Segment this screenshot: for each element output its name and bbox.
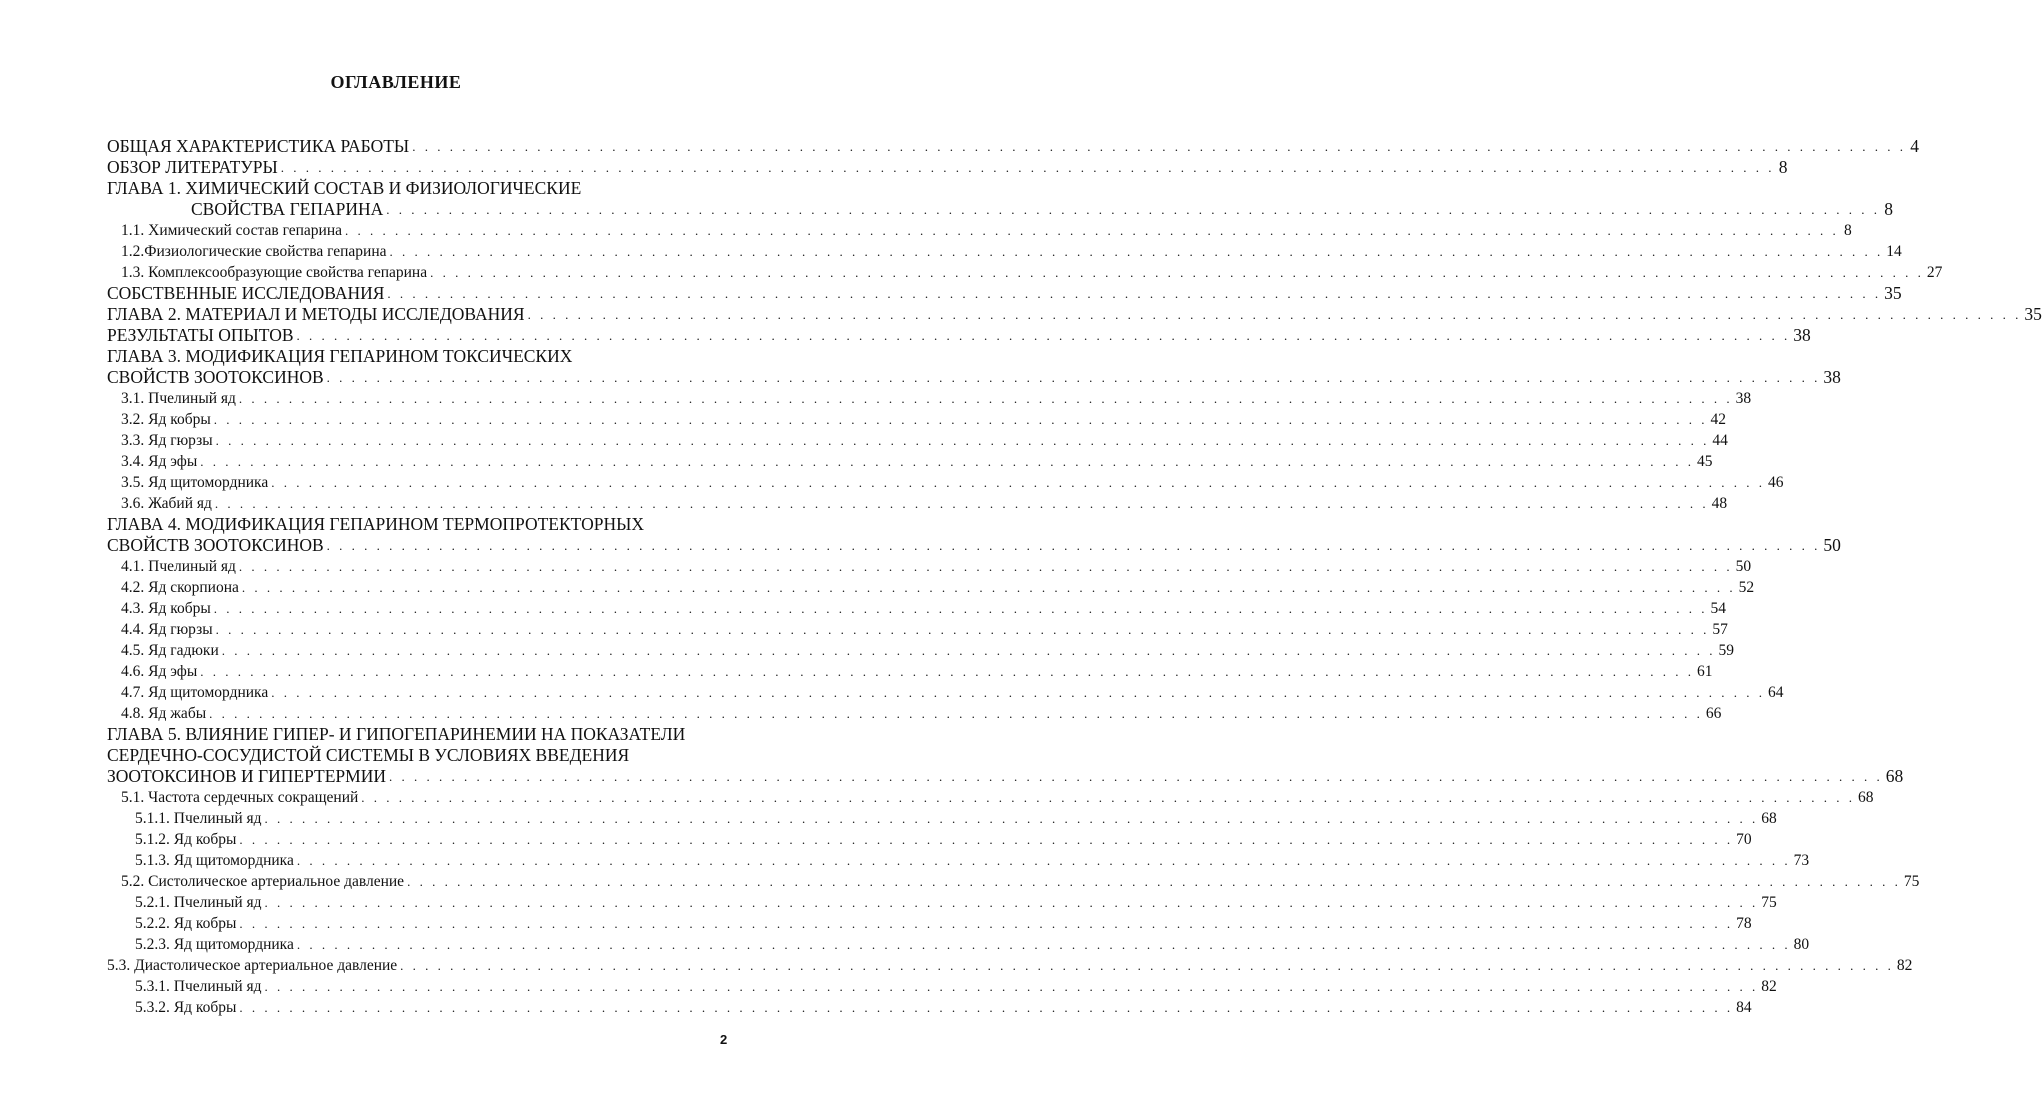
dot-leader: . . . . . . . . . . . . . . . . . . . . . . . . . . . . . . . . . . . . . . . . . . . . . . . . . . . . . . . . . . . . . . . . . . . . . . . . . . . . . . . . . . . . . . . . . . . . . . . . . . . . . . . . . . . . . . . . . . . . . . . . bbox=[345, 223, 1839, 238]
toc-entry-title: 4.3. Яд кобры bbox=[121, 600, 211, 617]
page-title: ОГЛАВЛЕНИЕ bbox=[330, 72, 462, 92]
toc-entry-title: 4.7. Яд щитомордника bbox=[121, 684, 269, 701]
page-number: 2 bbox=[720, 1032, 728, 1047]
toc-entry-title: 3.2. Яд кобры bbox=[121, 411, 211, 428]
toc-entry bbox=[107, 913, 1752, 934]
toc-entry bbox=[107, 871, 1920, 892]
toc-entry bbox=[107, 262, 1943, 283]
dot-leader: . . . . . . . . . . . . . . . . . . . . . . . . . . . . . . . . . . . . . . . . . . . . . . . . . . . . . . . . . . . . . . . . . . . . . . . . . . . . . . . . . . . . . . . . . . . . . . . . . . . . . . . . . . . . . . . . . . . . . . . . bbox=[215, 622, 1710, 637]
toc-entry bbox=[107, 493, 1728, 514]
toc-entry bbox=[107, 325, 1811, 346]
toc-entry bbox=[107, 514, 731, 535]
toc-entry-title: ЗООТОКСИНОВ И ГИПЕРТЕРМИИ bbox=[107, 766, 387, 786]
toc-entry-title: ГЛАВА 5. ВЛИЯНИЕ ГИПЕР- И ГИПОГЕПАРИНЕМИИ НА ПОКАЗАТЕЛИ bbox=[107, 724, 686, 744]
dot-leader: . . . . . . . . . . . . . . . . . . . . . . . . . . . . . . . . . . . . . . . . . . . . . . . . . . . . . . . . . . . . . . . . . . . . . . . . . . . . . . . . . . . . . . . . . . . . . . . . . . . . . . . . . . . . . . . . . . . . . . . . bbox=[386, 202, 1881, 217]
toc-entry bbox=[107, 787, 1874, 808]
toc-entry-title: 3.5. Яд щитомордника bbox=[121, 474, 269, 491]
dot-leader: . . . . . . . . . . . . . . . . . . . . . . . . . . . . . . . . . . . . . . . . . . . . . . . . . . . . . . . . . . . . . . . . . . . . . . . . . . . . . . . . . . . . . . . . . . . . . . . . . . . . . . . . . . . . . . . . . . . . . . . . bbox=[361, 790, 1856, 805]
toc-entry-page: 54 bbox=[1710, 600, 1727, 617]
toc-entry-title: СВОЙСТВ ЗООТОКСИНОВ bbox=[107, 535, 324, 555]
toc-entry-title: 5.1.1. Пчелиный яд bbox=[135, 810, 262, 827]
dot-leader: . . . . . . . . . . . . . . . . . . . . . . . . . . . . . . . . . . . . . . . . . . . . . . . . . . . . . . . . . . . . . . . . . . . . . . . . . . . . . . . . . . . . . . . . . . . . . . . . . . . . . . . . . . . . . . . . . . . . . . . . bbox=[400, 958, 1894, 973]
toc-entry-title: 3.4. Яд эфы bbox=[121, 453, 198, 470]
toc-entry-title: 3.1. Пчелиный яд bbox=[121, 390, 236, 407]
dot-leader: . . . . . . . . . . . . . . . . . . . . . . . . . . . . . . . . . . . . . . . . . . . . . . . . . . . . . . . . . . . . . . . . . . . . . . . . . . . . . . . . . . . . . . . . . . . . . . . . . . . . . . . . . . . . . . . . . . . . . . . . bbox=[430, 265, 1924, 280]
dot-leader: . . . . . . . . . . . . . . . . . . . . . . . . . . . . . . . . . . . . . . . . . . . . . . . . . . . . . . . . . . . . . . . . . . . . . . . . . . . . . . . . . . . . . . . . . . . . . . . . . . . . . . . . . . . . . . . . . . . . . . . . bbox=[241, 580, 1736, 595]
toc-entry bbox=[107, 283, 1902, 304]
toc-entry bbox=[107, 682, 1784, 703]
toc-entry-title: ГЛАВА 3. МОДИФИКАЦИЯ ГЕПАРИНОМ ТОКСИЧЕСКИХ bbox=[107, 346, 573, 366]
dot-leader: . . . . . . . . . . . . . . . . . . . . . . . . . . . . . . . . . . . . . . . . . . . . . . . . . . . . . . . . . . . . . . . . . . . . . . . . . . . . . . . . . . . . . . . . . . . . . . . . . . . . . . . . . . . . . . . . . . . . . . . . bbox=[238, 391, 1733, 406]
toc-entry-title: 4.1. Пчелиный яд bbox=[121, 558, 236, 575]
toc-entry bbox=[107, 220, 1852, 241]
toc-entry bbox=[107, 409, 1727, 430]
dot-leader: . . . . . . . . . . . . . . . . . . . . . . . . . . . . . . . . . . . . . . . . . . . . . . . . . . . . . . . . . . . . . . . . . . . . . . . . . . . . . . . . . . . . . . . . . . . . . . . . . . . . . . . . . . . . . . . . . . . . . . . . bbox=[296, 937, 1791, 952]
toc-entry-title: ОБЗОР ЛИТЕРАТУРЫ bbox=[107, 157, 278, 177]
toc-entry bbox=[107, 157, 1788, 178]
toc-entry-page: 59 bbox=[1718, 642, 1735, 659]
toc-entry bbox=[107, 766, 1904, 787]
toc-entry-page: 45 bbox=[1697, 453, 1713, 470]
toc-entry bbox=[107, 703, 1722, 724]
dot-leader: . . . . . . . . . . . . . . . . . . . . . . . . . . . . . . . . . . . . . . . . . . . . . . . . . . . . . . . . . . . . . . . . . . . . . . . . . . . . . . . . . . . . . . . . . . . . . . . . . . . . . . . . . . . . . . . . . . . . . . . . bbox=[264, 979, 1759, 994]
toc-entry bbox=[107, 451, 1713, 472]
toc-entry bbox=[107, 241, 1902, 262]
toc-entry bbox=[107, 346, 731, 367]
toc-entry-page: 35 bbox=[2024, 304, 2042, 324]
toc-entry bbox=[107, 829, 1752, 850]
toc-entry-page: 4 bbox=[1910, 136, 1919, 156]
toc-entry-page: 78 bbox=[1736, 915, 1752, 932]
toc-entry bbox=[107, 640, 1735, 661]
toc-entry-page: 70 bbox=[1736, 831, 1752, 848]
toc-entry bbox=[107, 598, 1727, 619]
toc-entry-page: 38 bbox=[1793, 325, 1811, 345]
dot-leader: . . . . . . . . . . . . . . . . . . . . . . . . . . . . . . . . . . . . . . . . . . . . . . . . . . . . . . . . . . . . . . . . . . . . . . . . . . . . . . . . . . . . . . . . . . . . . . . . . . . . . . . . . . . . . . . . . . . . . . . . bbox=[209, 706, 1703, 721]
toc-entry bbox=[107, 178, 731, 199]
dot-leader: . . . . . . . . . . . . . . . . . . . . . . . . . . . . . . . . . . . . . . . . . . . . . . . . . . . . . . . . . . . . . . . . . . . . . . . . . . . . . . . . . . . . . . . . . . . . . . . . . . . . . . . . . . . . . . . . . . . . . . . . bbox=[238, 559, 1733, 574]
toc-entry bbox=[107, 136, 1919, 157]
toc-entry-title: 5.3.1. Пчелиный яд bbox=[135, 978, 262, 995]
toc-entry-title: 5.1.2. Яд кобры bbox=[135, 831, 237, 848]
toc-entry-title: СВОЙСТВ ЗООТОКСИНОВ bbox=[107, 367, 324, 387]
toc-entry-page: 44 bbox=[1712, 432, 1728, 449]
toc-entry-title: ГЛАВА 2. МАТЕРИАЛ И МЕТОДЫ ИССЛЕДОВАНИЯ bbox=[107, 304, 525, 324]
dot-leader: . . . . . . . . . . . . . . . . . . . . . . . . . . . . . . . . . . . . . . . . . . . . . . . . . . . . . . . . . . . . . . . . . . . . . . . . . . . . . . . . . . . . . . . . . . . . . . . . . . . . . . . . . . . . . . . . . . . . . . . . bbox=[214, 496, 1709, 511]
toc-entry-page: 50 bbox=[1823, 535, 1841, 555]
toc-entry bbox=[107, 556, 1752, 577]
toc-entry-page: 64 bbox=[1768, 684, 1784, 701]
toc-entry bbox=[107, 934, 1810, 955]
toc-entry-page: 75 bbox=[1903, 873, 1920, 890]
toc-entry-page: 27 bbox=[1926, 264, 1943, 281]
dot-leader: . . . . . . . . . . . . . . . . . . . . . . . . . . . . . . . . . . . . . . . . . . . . . . . . . . . . . . . . . . . . . . . . . . . . . . . . . . . . . . . . . . . . . . . . . . . . . . . . . . . . . . . . . . . . . . . . . . . . . . . . bbox=[389, 769, 1883, 784]
toc-entry-page: 73 bbox=[1793, 852, 1810, 869]
toc-entry bbox=[107, 472, 1784, 493]
toc-entry bbox=[107, 892, 1777, 913]
toc-entry-title: 4.4. Яд гюрзы bbox=[121, 621, 213, 638]
toc-entry-title: СЕРДЕЧНО-СОСУДИСТОЙ СИСТЕМЫ В УСЛОВИЯХ ВВЕДЕНИЯ bbox=[107, 745, 630, 765]
table-of-contents bbox=[107, 136, 2042, 1018]
dot-leader: . . . . . . . . . . . . . . . . . . . . . . . . . . . . . . . . . . . . . . . . . . . . . . . . . . . . . . . . . . . . . . . . . . . . . . . . . . . . . . . . . . . . . . . . . . . . . . . . . . . . . . . . . . . . . . . . . . . . . . . . bbox=[296, 328, 1791, 343]
dot-leader: . . . . . . . . . . . . . . . . . . . . . . . . . . . . . . . . . . . . . . . . . . . . . . . . . . . . . . . . . . . . . . . . . . . . . . . . . . . . . . . . . . . . . . . . . . . . . . . . . . . . . . . . . . . . . . . . . . . . . . . . bbox=[527, 307, 2022, 322]
toc-entry-title: ГЛАВА 4. МОДИФИКАЦИЯ ГЕПАРИНОМ ТЕРМОПРОТЕКТОРНЫХ bbox=[107, 514, 645, 534]
toc-entry bbox=[107, 577, 1755, 598]
toc-entry bbox=[107, 808, 1777, 829]
toc-entry-page: 84 bbox=[1736, 999, 1752, 1016]
toc-entry-page: 8 bbox=[1844, 222, 1852, 239]
toc-entry bbox=[107, 661, 1713, 682]
toc-entry bbox=[107, 430, 1728, 451]
toc-entry-title: 5.2.1. Пчелиный яд bbox=[135, 894, 262, 911]
toc-entry-title: 4.5. Яд гадюки bbox=[121, 642, 219, 659]
dot-leader: . . . . . . . . . . . . . . . . . . . . . . . . . . . . . . . . . . . . . . . . . . . . . . . . . . . . . . . . . . . . . . . . . . . . . . . . . . . . . . . . . . . . . . . . . . . . . . . . . . . . . . . . . . . . . . . . . . . . . . . . bbox=[271, 475, 1765, 490]
dot-leader: . . . . . . . . . . . . . . . . . . . . . . . . . . . . . . . . . . . . . . . . . . . . . . . . . . . . . . . . . . . . . . . . . . . . . . . . . . . . . . . . . . . . . . . . . . . . . . . . . . . . . . . . . . . . . . . . . . . . . . . . bbox=[213, 601, 1708, 616]
toc-entry-page: 38 bbox=[1823, 367, 1841, 387]
toc-entry-page: 50 bbox=[1735, 558, 1752, 575]
toc-entry-page: 80 bbox=[1793, 936, 1810, 953]
toc-entry-title: 5.3. Диастолическое артериальное давление bbox=[107, 957, 398, 974]
toc-entry-page: 46 bbox=[1768, 474, 1784, 491]
dot-leader: . . . . . . . . . . . . . . . . . . . . . . . . . . . . . . . . . . . . . . . . . . . . . . . . . . . . . . . . . . . . . . . . . . . . . . . . . . . . . . . . . . . . . . . . . . . . . . . . . . . . . . . . . . . . . . . . . . . . . . . . bbox=[264, 895, 1759, 910]
toc-entry-title: ОБЩАЯ ХАРАКТЕРИСТИКА РАБОТЫ bbox=[107, 136, 410, 156]
dot-leader: . . . . . . . . . . . . . . . . . . . . . . . . . . . . . . . . . . . . . . . . . . . . . . . . . . . . . . . . . . . . . . . . . . . . . . . . . . . . . . . . . . . . . . . . . . . . . . . . . . . . . . . . . . . . . . . . . . . . . . . . bbox=[239, 1000, 1734, 1015]
dot-leader: . . . . . . . . . . . . . . . . . . . . . . . . . . . . . . . . . . . . . . . . . . . . . . . . . . . . . . . . . . . . . . . . . . . . . . . . . . . . . . . . . . . . . . . . . . . . . . . . . . . . . . . . . . . . . . . . . . . . . . . . bbox=[200, 454, 1694, 469]
toc-entry-page: 14 bbox=[1886, 243, 1902, 260]
dot-leader: . . . . . . . . . . . . . . . . . . . . . . . . . . . . . . . . . . . . . . . . . . . . . . . . . . . . . . . . . . . . . . . . . . . . . . . . . . . . . . . . . . . . . . . . . . . . . . . . . . . . . . . . . . . . . . . . . . . . . . . . bbox=[280, 160, 1775, 175]
toc-entry-title: 3.3. Яд гюрзы bbox=[121, 432, 213, 449]
toc-entry bbox=[107, 199, 1894, 220]
dot-leader: . . . . . . . . . . . . . . . . . . . . . . . . . . . . . . . . . . . . . . . . . . . . . . . . . . . . . . . . . . . . . . . . . . . . . . . . . . . . . . . . . . . . . . . . . . . . . . . . . . . . . . . . . . . . . . . . . . . . . . . . bbox=[221, 643, 1716, 658]
toc-entry-title: 5.3.2. Яд кобры bbox=[135, 999, 237, 1016]
dot-leader: . . . . . . . . . . . . . . . . . . . . . . . . . . . . . . . . . . . . . . . . . . . . . . . . . . . . . . . . . . . . . . . . . . . . . . . . . . . . . . . . . . . . . . . . . . . . . . . . . . . . . . . . . . . . . . . . . . . . . . . . bbox=[264, 811, 1759, 826]
toc-entry-page: 68 bbox=[1885, 766, 1904, 786]
toc-entry-title: СОБСТВЕННЫЕ ИССЛЕДОВАНИЯ bbox=[107, 283, 385, 303]
toc-entry-page: 82 bbox=[1761, 978, 1777, 995]
toc-entry bbox=[107, 976, 1777, 997]
dot-leader: . . . . . . . . . . . . . . . . . . . . . . . . . . . . . . . . . . . . . . . . . . . . . . . . . . . . . . . . . . . . . . . . . . . . . . . . . . . . . . . . . . . . . . . . . . . . . . . . . . . . . . . . . . . . . . . . . . . . . . . . bbox=[239, 916, 1734, 931]
toc-entry bbox=[107, 388, 1752, 409]
toc-entry bbox=[107, 850, 1810, 871]
dot-leader: . . . . . . . . . . . . . . . . . . . . . . . . . . . . . . . . . . . . . . . . . . . . . . . . . . . . . . . . . . . . . . . . . . . . . . . . . . . . . . . . . . . . . . . . . . . . . . . . . . . . . . . . . . . . . . . . . . . . . . . . bbox=[296, 853, 1791, 868]
toc-entry-page: 48 bbox=[1711, 495, 1728, 512]
toc-entry-page: 66 bbox=[1705, 705, 1722, 722]
toc-entry-title: 5.1. Частота сердечных сокращений bbox=[121, 789, 359, 806]
dot-leader: . . . . . . . . . . . . . . . . . . . . . . . . . . . . . . . . . . . . . . . . . . . . . . . . . . . . . . . . . . . . . . . . . . . . . . . . . . . . . . . . . . . . . . . . . . . . . . . . . . . . . . . . . . . . . . . . . . . . . . . . bbox=[326, 538, 1821, 553]
toc-entry-title: 5.2. Систолическое артериальное давление bbox=[121, 873, 405, 890]
toc-entry bbox=[107, 745, 731, 766]
toc-entry-page: 38 bbox=[1735, 390, 1752, 407]
toc-entry-title: 5.1.3. Яд щитомордника bbox=[135, 852, 294, 869]
dot-leader: . . . . . . . . . . . . . . . . . . . . . . . . . . . . . . . . . . . . . . . . . . . . . . . . . . . . . . . . . . . . . . . . . . . . . . . . . . . . . . . . . . . . . . . . . . . . . . . . . . . . . . . . . . . . . . . . . . . . . . . . bbox=[389, 244, 1884, 259]
toc-entry bbox=[107, 955, 1913, 976]
toc-entry-page: 75 bbox=[1761, 894, 1777, 911]
toc-entry-page: 68 bbox=[1761, 810, 1777, 827]
toc-entry-page: 8 bbox=[1884, 199, 1894, 219]
toc-entry bbox=[107, 367, 1841, 388]
dot-leader: . . . . . . . . . . . . . . . . . . . . . . . . . . . . . . . . . . . . . . . . . . . . . . . . . . . . . . . . . . . . . . . . . . . . . . . . . . . . . . . . . . . . . . . . . . . . . . . . . . . . . . . . . . . . . . . . . . . . . . . . bbox=[271, 685, 1765, 700]
dot-leader: . . . . . . . . . . . . . . . . . . . . . . . . . . . . . . . . . . . . . . . . . . . . . . . . . . . . . . . . . . . . . . . . . . . . . . . . . . . . . . . . . . . . . . . . . . . . . . . . . . . . . . . . . . . . . . . . . . . . . . . . bbox=[213, 412, 1708, 427]
toc-entry-page: 52 bbox=[1738, 579, 1755, 596]
toc-entry-title: 5.2.2. Яд кобры bbox=[135, 915, 237, 932]
toc-entry-page: 68 bbox=[1858, 789, 1874, 806]
toc-entry-page: 82 bbox=[1896, 957, 1913, 974]
toc-entry-page: 61 bbox=[1697, 663, 1713, 680]
toc-entry-title: РЕЗУЛЬТАТЫ ОПЫТОВ bbox=[107, 325, 294, 345]
dot-leader: . . . . . . . . . . . . . . . . . . . . . . . . . . . . . . . . . . . . . . . . . . . . . . . . . . . . . . . . . . . . . . . . . . . . . . . . . . . . . . . . . . . . . . . . . . . . . . . . . . . . . . . . . . . . . . . . . . . . . . . . bbox=[407, 874, 1901, 889]
toc-entry-title: 5.2.3. Яд щитомордника bbox=[135, 936, 294, 953]
toc-entry bbox=[107, 724, 731, 745]
toc-entry-title: 4.6. Яд эфы bbox=[121, 663, 198, 680]
toc-entry-title: СВОЙСТВА ГЕПАРИНА bbox=[191, 199, 384, 219]
toc-entry-title: 4.2. Яд скорпиона bbox=[121, 579, 239, 596]
toc-entry-page: 57 bbox=[1712, 621, 1728, 638]
toc-entry bbox=[107, 997, 1752, 1018]
dot-leader: . . . . . . . . . . . . . . . . . . . . . . . . . . . . . . . . . . . . . . . . . . . . . . . . . . . . . . . . . . . . . . . . . . . . . . . . . . . . . . . . . . . . . . . . . . . . . . . . . . . . . . . . . . . . . . . . . . . . . . . . bbox=[215, 433, 1710, 448]
toc-entry-page: 42 bbox=[1710, 411, 1727, 428]
toc-entry-title: 1.1. Химический состав гепарина bbox=[121, 222, 343, 239]
toc-entry bbox=[107, 304, 2042, 325]
dot-leader: . . . . . . . . . . . . . . . . . . . . . . . . . . . . . . . . . . . . . . . . . . . . . . . . . . . . . . . . . . . . . . . . . . . . . . . . . . . . . . . . . . . . . . . . . . . . . . . . . . . . . . . . . . . . . . . . . . . . . . . . bbox=[326, 370, 1821, 385]
toc-entry-title: 1.2.Физиологические свойства гепарина bbox=[121, 243, 387, 260]
toc-entry-title: 1.3. Комплексообразующие свойства гепарина bbox=[121, 264, 428, 281]
dot-leader: . . . . . . . . . . . . . . . . . . . . . . . . . . . . . . . . . . . . . . . . . . . . . . . . . . . . . . . . . . . . . . . . . . . . . . . . . . . . . . . . . . . . . . . . . . . . . . . . . . . . . . . . . . . . . . . . . . . . . . . . bbox=[239, 832, 1734, 847]
dot-leader: . . . . . . . . . . . . . . . . . . . . . . . . . . . . . . . . . . . . . . . . . . . . . . . . . . . . . . . . . . . . . . . . . . . . . . . . . . . . . . . . . . . . . . . . . . . . . . . . . . . . . . . . . . . . . . . . . . . . . . . . bbox=[412, 139, 1906, 154]
toc-entry-title: ГЛАВА 1. ХИМИЧЕСКИЙ СОСТАВ И ФИЗИОЛОГИЧЕСКИЕ bbox=[107, 178, 582, 198]
toc-entry bbox=[107, 619, 1728, 640]
dot-leader: . . . . . . . . . . . . . . . . . . . . . . . . . . . . . . . . . . . . . . . . . . . . . . . . . . . . . . . . . . . . . . . . . . . . . . . . . . . . . . . . . . . . . . . . . . . . . . . . . . . . . . . . . . . . . . . . . . . . . . . . bbox=[387, 286, 1882, 301]
toc-entry-title: 4.8. Яд жабы bbox=[121, 705, 207, 722]
dot-leader: . . . . . . . . . . . . . . . . . . . . . . . . . . . . . . . . . . . . . . . . . . . . . . . . . . . . . . . . . . . . . . . . . . . . . . . . . . . . . . . . . . . . . . . . . . . . . . . . . . . . . . . . . . . . . . . . . . . . . . . . bbox=[200, 664, 1694, 679]
toc-entry-page: 35 bbox=[1884, 283, 1902, 303]
toc-entry-title: 3.6. Жабий яд bbox=[121, 495, 212, 512]
toc-entry-page: 8 bbox=[1778, 157, 1788, 177]
toc-entry bbox=[107, 535, 1841, 556]
